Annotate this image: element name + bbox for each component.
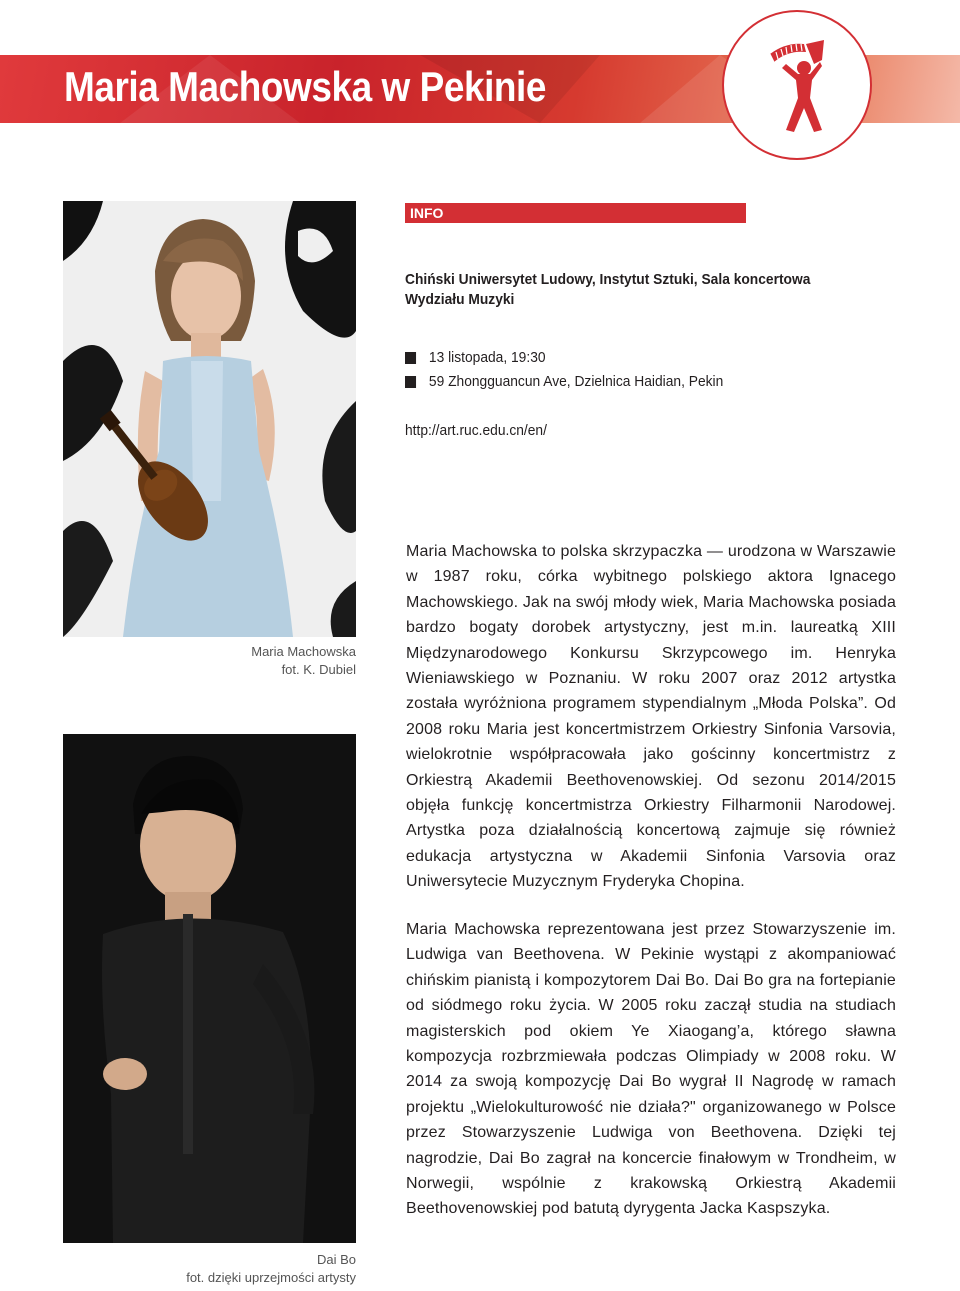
info-header-bar	[405, 203, 746, 223]
venue-text: Chiński Uniwersytet Ludowy, Instytut Sztuki, Sala koncertowa Wydziału Muzyki	[405, 271, 811, 308]
bullet-square-icon	[405, 376, 416, 388]
photo2-caption-name: Dai Bo	[316, 1252, 356, 1267]
logo-figure-icon	[724, 12, 874, 162]
photo1-caption	[251, 643, 356, 679]
venue-url[interactable]: http://art.ruc.edu.cn/en/	[405, 422, 547, 439]
pianist-photo-illustration	[63, 734, 356, 1243]
bullet-square-icon	[405, 352, 416, 364]
photo-maria-machowska	[63, 201, 356, 637]
event-date: 13 listopada, 19:30	[428, 349, 546, 366]
photo2-caption-credit: fot. dzięki uprzejmości artysty	[186, 1270, 356, 1285]
photo2-caption	[186, 1251, 356, 1287]
photo-dai-bo	[63, 734, 356, 1243]
bio-paragraph-maria: Maria Machowska to polska skrzypaczka — urodzona w Warszawie w 1987 roku, córka wybitnego polskiego aktora Ignacego Machowskiego. Jak na swój młody wiek, Maria Machowska posiada bardzo bogaty dorobek artystyczny, jest m.in. laureatką XIII Międzynarodowego Konkursu Skrzypcowego im. Henryka Wieniawskiego w Poznaniu. W roku 2007 oraz 2012 artystka została wyróżniona programem stypendialnym „Młoda Polska”. Od 2008 roku Maria jest koncertmistrzem Orkiestry Sinfonia Varsovia, wielokrotnie współpracowała jako gościnny koncertmistrz z Orkiestrą Akademii Beethovenowskiej. Od sezonu 2014/2015 objęła funkcję koncertmistrza Orkiestry Filharmonii Narodowej. Artystka poza działalnością koncertową zajmuje się również edukacja artystyczna w Akademii Sinfonia Varsovia oraz Uniwersytecie Muzycznym Fryderyka Chopina.	[406, 543, 896, 891]
bio-paragraph-dai-bo: Maria Machowska reprezentowana jest przez Stowarzyszenie im. Ludwiga van Beethovena. W Pekinie wystąpi z akompaniować chińskim pianistą i kompozytorem Dai Bo. Dai Bo gra na fortepianie od siódmego roku życia. W 2005 roku zaczął studia na studiach magisterskich pod okiem Ye Xiaogang’a, którego sławna kompozycja rozbrzmiewała podczas Olimpiady w 2008 roku. W 2014 za swoją kompozycję Dai Bo wygrał II Nagrodę w ramach projektu „Wielokulturowość nie działa?" organizowanego w Polsce przez Stowarzyszenie Ludwiga von Beethovena. Dzięki tej nagrodzie, Dai Bo zagrał na koncercie finałowym w Trondheim, w Norwegii, wspólnie z krakowską Orkiestrą Akademii Beethovenowskiej pod batutą dyrygenta Jacka Kaspszyka.	[406, 921, 896, 1218]
address-row	[405, 370, 723, 394]
event-address: 59 Zhongguancun Ave, Dzielnica Haidian, Pekin	[428, 373, 724, 390]
page-title: Maria Machowska w Pekinie	[64, 63, 547, 110]
date-row	[405, 346, 723, 370]
photo1-caption-name: Maria Machowska	[251, 644, 356, 659]
event-details	[405, 346, 723, 394]
info-label: INFO	[410, 205, 444, 221]
photo1-caption-credit: fot. K. Dubiel	[281, 662, 356, 677]
violinist-photo-illustration	[63, 201, 356, 637]
institute-logo	[722, 10, 872, 160]
